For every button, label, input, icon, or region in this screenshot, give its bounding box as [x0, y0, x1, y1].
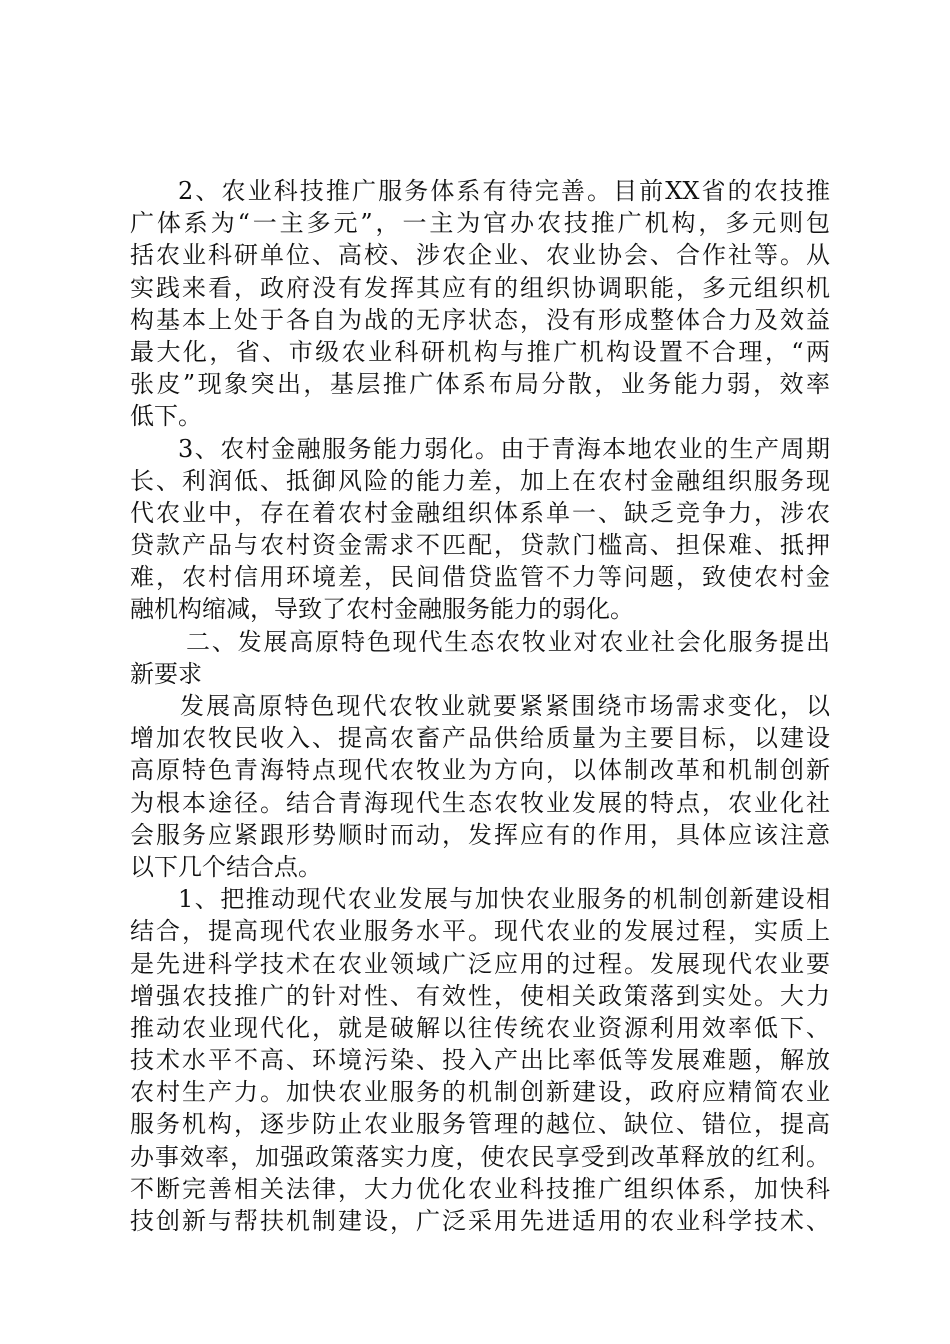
paragraph-p1	[130, 175, 830, 433]
text-line: 括农业科研单位、高校、涉农企业、农业协会、合作社等。从	[130, 241, 830, 270]
text-line: 技创新与帮扶机制建设，广泛采用先进适用的农业科学技术、	[130, 1207, 830, 1235]
text-line: 广体系为“一主多元”，一主为官办农技推广机构，多元则包	[130, 209, 830, 238]
text-line: 二、发展高原特色现代生态农牧业对农业社会化服务提出	[186, 627, 830, 656]
text-line: 为根本途径。结合青海现代生态农牧业发展的特点，农业化社	[130, 788, 830, 817]
text-line: 贷款产品与农村资金需求不匹配，贷款门槛高、担保难、抵押	[130, 531, 830, 560]
paragraph-p4	[130, 690, 830, 883]
text-line: 增加农牧民收入、提高农畜产品供给质量为主要目标，以建设	[130, 724, 830, 753]
text-line: 结合，提高现代农业服务水平。现代农业的发展过程，实质上	[130, 917, 830, 946]
text-line: 构基本上处于各自为战的无序状态，没有形成整体合力及效益	[130, 305, 830, 334]
text-line: 低下。	[130, 402, 202, 431]
text-line: 3、农村金融服务能力弱化。由于青海本地农业的生产周期	[178, 434, 830, 463]
text-line: 新要求	[130, 659, 202, 688]
text-line: 技术水平不高、环境污染、投入产出比率低等发展难题，解放	[130, 1046, 830, 1075]
text-line: 以下几个结合点。	[130, 852, 322, 881]
text-line: 融机构缩减，导致了农村金融服务能力的弱化。	[130, 595, 634, 624]
document-body	[130, 175, 830, 1237]
text-line: 1、把推动现代农业发展与加快农业服务的机制创新建设相	[178, 885, 830, 914]
text-line: 增强农技推广的针对性、有效性，使相关政策落到实处。大力	[130, 981, 830, 1010]
text-line: 长、利润低、抵御风险的能力差，加上在农村金融组织服务现	[130, 466, 830, 495]
text-line: 服务机构，逐步防止农业服务管理的越位、缺位、错位，提高	[130, 1110, 830, 1139]
text-line: 2、农业科技推广服务体系有待完善。目前XX省的农技推	[178, 177, 830, 205]
paragraph-p2	[130, 433, 830, 626]
text-line: 难，农村信用环境差，民间借贷监管不力等问题，致使农村金	[130, 563, 830, 592]
text-line: 最大化，省、市级农业科研机构与推广机构设置不合理，“两	[130, 337, 830, 366]
text-line: 农村生产力。加快农业服务的机制创新建设，政府应精简农业	[130, 1078, 830, 1107]
text-line: 办事效率，加强政策落实力度，使农民享受到改革释放的红利。	[130, 1142, 830, 1171]
text-line: 会服务应紧跟形势顺时而动，发挥应有的作用，具体应该注意	[130, 820, 830, 849]
text-line: 是先进科学技术在农业领域广泛应用的过程。发展现代农业要	[130, 949, 830, 978]
text-line: 实践来看，政府没有发挥其应有的组织协调职能，多元组织机	[130, 273, 830, 302]
text-line: 不断完善相关法律，大力优化农业科技推广组织体系，加快科	[130, 1174, 830, 1203]
text-line: 推动农业现代化，就是破解以往传统农业资源利用效率低下、	[130, 1013, 830, 1042]
text-line: 发展高原特色现代农牧业就要紧紧围绕市场需求变化，以	[180, 692, 830, 720]
text-line: 张皮”现象突出，基层推广体系布局分散，业务能力弱，效率	[130, 370, 830, 399]
paragraph-p5	[130, 883, 830, 1237]
text-line: 高原特色青海特点现代农牧业为方向，以体制改革和机制创新	[130, 756, 830, 785]
paragraph-p3	[130, 626, 830, 690]
text-line: 代农业中，存在着农村金融组织体系单一、缺乏竞争力，涉农	[130, 498, 830, 527]
